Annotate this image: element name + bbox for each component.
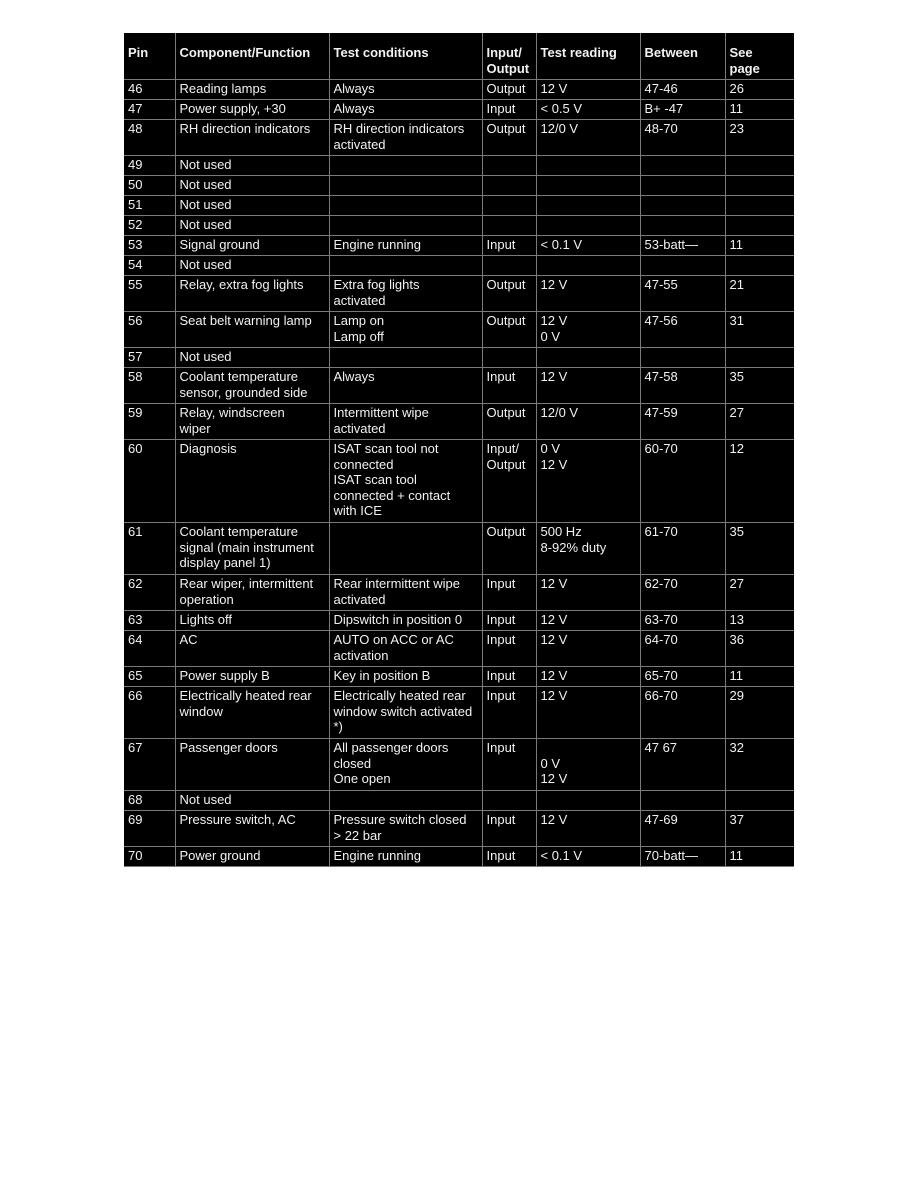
io-cell: Input bbox=[482, 611, 536, 631]
page-cell: 35 bbox=[725, 523, 794, 575]
page-cell: 27 bbox=[725, 575, 794, 611]
between-cell bbox=[640, 216, 725, 236]
component-cell: Not used bbox=[175, 216, 329, 236]
pin-cell: 54 bbox=[124, 256, 175, 276]
between-cell: 60-70 bbox=[640, 440, 725, 523]
pin-cell: 61 bbox=[124, 523, 175, 575]
table-row bbox=[124, 404, 794, 440]
page-cell bbox=[725, 196, 794, 216]
table-row bbox=[124, 440, 794, 523]
io-cell: Input bbox=[482, 739, 536, 791]
pin-cell: 59 bbox=[124, 404, 175, 440]
header-io: Input/ Output bbox=[482, 33, 536, 80]
io-cell bbox=[482, 256, 536, 276]
table-row bbox=[124, 120, 794, 156]
page-cell bbox=[725, 256, 794, 276]
io-cell: Output bbox=[482, 276, 536, 312]
between-cell: 64-70 bbox=[640, 631, 725, 667]
table-body bbox=[124, 80, 794, 867]
pin-cell: 66 bbox=[124, 687, 175, 739]
page-cell: 29 bbox=[725, 687, 794, 739]
component-cell: Reading lamps bbox=[175, 80, 329, 100]
between-cell bbox=[640, 196, 725, 216]
conditions-cell: Rear intermittent wipe activated bbox=[329, 575, 482, 611]
conditions-cell: Intermittent wipe activated bbox=[329, 404, 482, 440]
reading-cell: 12 V bbox=[536, 575, 640, 611]
conditions-cell: ISAT scan tool not connected ISAT scan tool connected + contact with ICE bbox=[329, 440, 482, 523]
table-row bbox=[124, 348, 794, 368]
page-cell: 13 bbox=[725, 611, 794, 631]
io-cell: Input bbox=[482, 100, 536, 120]
between-cell: 47-55 bbox=[640, 276, 725, 312]
conditions-cell: Always bbox=[329, 100, 482, 120]
pin-cell: 48 bbox=[124, 120, 175, 156]
between-cell: 63-70 bbox=[640, 611, 725, 631]
pin-cell: 67 bbox=[124, 739, 175, 791]
io-cell: Output bbox=[482, 120, 536, 156]
pin-cell: 68 bbox=[124, 791, 175, 811]
between-cell: 47-58 bbox=[640, 368, 725, 404]
conditions-cell bbox=[329, 348, 482, 368]
table-row bbox=[124, 611, 794, 631]
pin-cell: 70 bbox=[124, 847, 175, 867]
table-row bbox=[124, 80, 794, 100]
table-row bbox=[124, 196, 794, 216]
conditions-cell: Key in position B bbox=[329, 667, 482, 687]
reading-cell: 0 V 12 V bbox=[536, 739, 640, 791]
component-cell: Coolant temperature sensor, grounded side bbox=[175, 368, 329, 404]
between-cell: 47 67 bbox=[640, 739, 725, 791]
conditions-cell: Pressure switch closed > 22 bar bbox=[329, 811, 482, 847]
pin-cell: 62 bbox=[124, 575, 175, 611]
component-cell: Signal ground bbox=[175, 236, 329, 256]
page-cell bbox=[725, 791, 794, 811]
pin-cell: 51 bbox=[124, 196, 175, 216]
table-row bbox=[124, 687, 794, 739]
table-row bbox=[124, 811, 794, 847]
conditions-cell: Engine running bbox=[329, 847, 482, 867]
pin-table-sheet bbox=[124, 33, 794, 867]
io-cell bbox=[482, 176, 536, 196]
io-cell bbox=[482, 216, 536, 236]
conditions-cell: Lamp on Lamp off bbox=[329, 312, 482, 348]
between-cell: 70-batt— bbox=[640, 847, 725, 867]
io-cell bbox=[482, 196, 536, 216]
io-cell: Output bbox=[482, 80, 536, 100]
page-cell: 12 bbox=[725, 440, 794, 523]
conditions-cell: Extra fog lights activated bbox=[329, 276, 482, 312]
table-row bbox=[124, 631, 794, 667]
pin-cell: 46 bbox=[124, 80, 175, 100]
between-cell bbox=[640, 156, 725, 176]
reading-cell: < 0.5 V bbox=[536, 100, 640, 120]
component-cell: Power supply, +30 bbox=[175, 100, 329, 120]
io-cell: Input bbox=[482, 667, 536, 687]
page-cell: 11 bbox=[725, 847, 794, 867]
io-cell: Output bbox=[482, 312, 536, 348]
reading-cell: < 0.1 V bbox=[536, 236, 640, 256]
reading-cell: 12 V bbox=[536, 631, 640, 667]
conditions-cell bbox=[329, 176, 482, 196]
page-cell bbox=[725, 348, 794, 368]
between-cell: 47-59 bbox=[640, 404, 725, 440]
page-cell: 36 bbox=[725, 631, 794, 667]
table-row bbox=[124, 575, 794, 611]
header-component: Component/Function bbox=[175, 33, 329, 80]
io-cell bbox=[482, 791, 536, 811]
between-cell: B+ -47 bbox=[640, 100, 725, 120]
reading-cell: 12 V 0 V bbox=[536, 312, 640, 348]
between-cell: 62-70 bbox=[640, 575, 725, 611]
header-pin: Pin bbox=[124, 33, 175, 80]
component-cell: Not used bbox=[175, 256, 329, 276]
io-cell: Input bbox=[482, 368, 536, 404]
component-cell: Diagnosis bbox=[175, 440, 329, 523]
reading-cell bbox=[536, 176, 640, 196]
header-page: See page bbox=[725, 33, 794, 80]
reading-cell: 12 V bbox=[536, 276, 640, 312]
component-cell: Not used bbox=[175, 196, 329, 216]
reading-cell: < 0.1 V bbox=[536, 847, 640, 867]
header-reading: Test reading bbox=[536, 33, 640, 80]
reading-cell: 12/0 V bbox=[536, 120, 640, 156]
reading-cell bbox=[536, 196, 640, 216]
reading-cell: 12 V bbox=[536, 611, 640, 631]
between-cell: 47-46 bbox=[640, 80, 725, 100]
pin-cell: 64 bbox=[124, 631, 175, 667]
reading-cell bbox=[536, 791, 640, 811]
page-cell bbox=[725, 156, 794, 176]
component-cell: Power ground bbox=[175, 847, 329, 867]
pin-cell: 52 bbox=[124, 216, 175, 236]
pin-cell: 60 bbox=[124, 440, 175, 523]
page-cell: 27 bbox=[725, 404, 794, 440]
reading-cell bbox=[536, 348, 640, 368]
component-cell: Not used bbox=[175, 348, 329, 368]
pin-cell: 49 bbox=[124, 156, 175, 176]
page-cell bbox=[725, 176, 794, 196]
pin-cell: 55 bbox=[124, 276, 175, 312]
page-cell: 11 bbox=[725, 236, 794, 256]
between-cell bbox=[640, 176, 725, 196]
page-cell: 11 bbox=[725, 667, 794, 687]
between-cell: 53-batt— bbox=[640, 236, 725, 256]
reading-cell: 12 V bbox=[536, 667, 640, 687]
io-cell: Input bbox=[482, 236, 536, 256]
table-row bbox=[124, 312, 794, 348]
conditions-cell: Electrically heated rear window switch activated *) bbox=[329, 687, 482, 739]
pin-table bbox=[124, 33, 794, 867]
between-cell: 61-70 bbox=[640, 523, 725, 575]
component-cell: Electrically heated rear window bbox=[175, 687, 329, 739]
io-cell: Input bbox=[482, 811, 536, 847]
table-row bbox=[124, 216, 794, 236]
table-header-row bbox=[124, 33, 794, 80]
pin-cell: 50 bbox=[124, 176, 175, 196]
table-row bbox=[124, 847, 794, 867]
reading-cell: 500 Hz 8-92% duty bbox=[536, 523, 640, 575]
header-between: Between bbox=[640, 33, 725, 80]
component-cell: Not used bbox=[175, 791, 329, 811]
reading-cell: 12 V bbox=[536, 368, 640, 404]
page-cell: 35 bbox=[725, 368, 794, 404]
io-cell bbox=[482, 156, 536, 176]
conditions-cell bbox=[329, 216, 482, 236]
pin-cell: 65 bbox=[124, 667, 175, 687]
component-cell: Not used bbox=[175, 156, 329, 176]
table-row bbox=[124, 100, 794, 120]
component-cell: Pressure switch, AC bbox=[175, 811, 329, 847]
component-cell: Relay, windscreen wiper bbox=[175, 404, 329, 440]
conditions-cell bbox=[329, 196, 482, 216]
component-cell: RH direction indicators bbox=[175, 120, 329, 156]
io-cell: Output bbox=[482, 523, 536, 575]
reading-cell: 12 V bbox=[536, 687, 640, 739]
conditions-cell bbox=[329, 256, 482, 276]
page-cell: 37 bbox=[725, 811, 794, 847]
component-cell: Passenger doors bbox=[175, 739, 329, 791]
between-cell: 47-56 bbox=[640, 312, 725, 348]
reading-cell: 0 V 12 V bbox=[536, 440, 640, 523]
table-row bbox=[124, 156, 794, 176]
conditions-cell: Always bbox=[329, 80, 482, 100]
table-row bbox=[124, 791, 794, 811]
conditions-cell bbox=[329, 791, 482, 811]
page-cell: 31 bbox=[725, 312, 794, 348]
table-row bbox=[124, 236, 794, 256]
io-cell: Output bbox=[482, 404, 536, 440]
table-row bbox=[124, 368, 794, 404]
table-row bbox=[124, 667, 794, 687]
io-cell: Input bbox=[482, 575, 536, 611]
conditions-cell bbox=[329, 156, 482, 176]
component-cell: Coolant temperature signal (main instrument display panel 1) bbox=[175, 523, 329, 575]
between-cell: 66-70 bbox=[640, 687, 725, 739]
pin-cell: 56 bbox=[124, 312, 175, 348]
reading-cell: 12 V bbox=[536, 80, 640, 100]
between-cell bbox=[640, 256, 725, 276]
page-cell: 32 bbox=[725, 739, 794, 791]
between-cell: 48-70 bbox=[640, 120, 725, 156]
table-row bbox=[124, 739, 794, 791]
page-cell: 23 bbox=[725, 120, 794, 156]
io-cell: Input bbox=[482, 687, 536, 739]
page-cell bbox=[725, 216, 794, 236]
pin-cell: 63 bbox=[124, 611, 175, 631]
table-row bbox=[124, 256, 794, 276]
page-cell: 21 bbox=[725, 276, 794, 312]
component-cell: Not used bbox=[175, 176, 329, 196]
component-cell: Lights off bbox=[175, 611, 329, 631]
conditions-cell: All passenger doors closed One open bbox=[329, 739, 482, 791]
reading-cell bbox=[536, 216, 640, 236]
pin-cell: 53 bbox=[124, 236, 175, 256]
pin-cell: 58 bbox=[124, 368, 175, 404]
between-cell bbox=[640, 791, 725, 811]
between-cell: 65-70 bbox=[640, 667, 725, 687]
table-row bbox=[124, 523, 794, 575]
conditions-cell: Engine running bbox=[329, 236, 482, 256]
conditions-cell: AUTO on ACC or AC activation bbox=[329, 631, 482, 667]
table-row bbox=[124, 276, 794, 312]
component-cell: Power supply B bbox=[175, 667, 329, 687]
reading-cell: 12 V bbox=[536, 811, 640, 847]
pin-cell: 57 bbox=[124, 348, 175, 368]
page-cell: 26 bbox=[725, 80, 794, 100]
io-cell: Input bbox=[482, 847, 536, 867]
pin-cell: 47 bbox=[124, 100, 175, 120]
conditions-cell: Dipswitch in position 0 bbox=[329, 611, 482, 631]
table-row bbox=[124, 176, 794, 196]
reading-cell bbox=[536, 156, 640, 176]
component-cell: AC bbox=[175, 631, 329, 667]
conditions-cell bbox=[329, 523, 482, 575]
component-cell: Seat belt warning lamp bbox=[175, 312, 329, 348]
conditions-cell: RH direction indicators activated bbox=[329, 120, 482, 156]
pin-cell: 69 bbox=[124, 811, 175, 847]
reading-cell: 12/0 V bbox=[536, 404, 640, 440]
between-cell bbox=[640, 348, 725, 368]
component-cell: Relay, extra fog lights bbox=[175, 276, 329, 312]
io-cell: Input bbox=[482, 631, 536, 667]
component-cell: Rear wiper, intermittent operation bbox=[175, 575, 329, 611]
io-cell bbox=[482, 348, 536, 368]
conditions-cell: Always bbox=[329, 368, 482, 404]
header-conditions: Test conditions bbox=[329, 33, 482, 80]
between-cell: 47-69 bbox=[640, 811, 725, 847]
reading-cell bbox=[536, 256, 640, 276]
io-cell: Input/ Output bbox=[482, 440, 536, 523]
page-cell: 11 bbox=[725, 100, 794, 120]
